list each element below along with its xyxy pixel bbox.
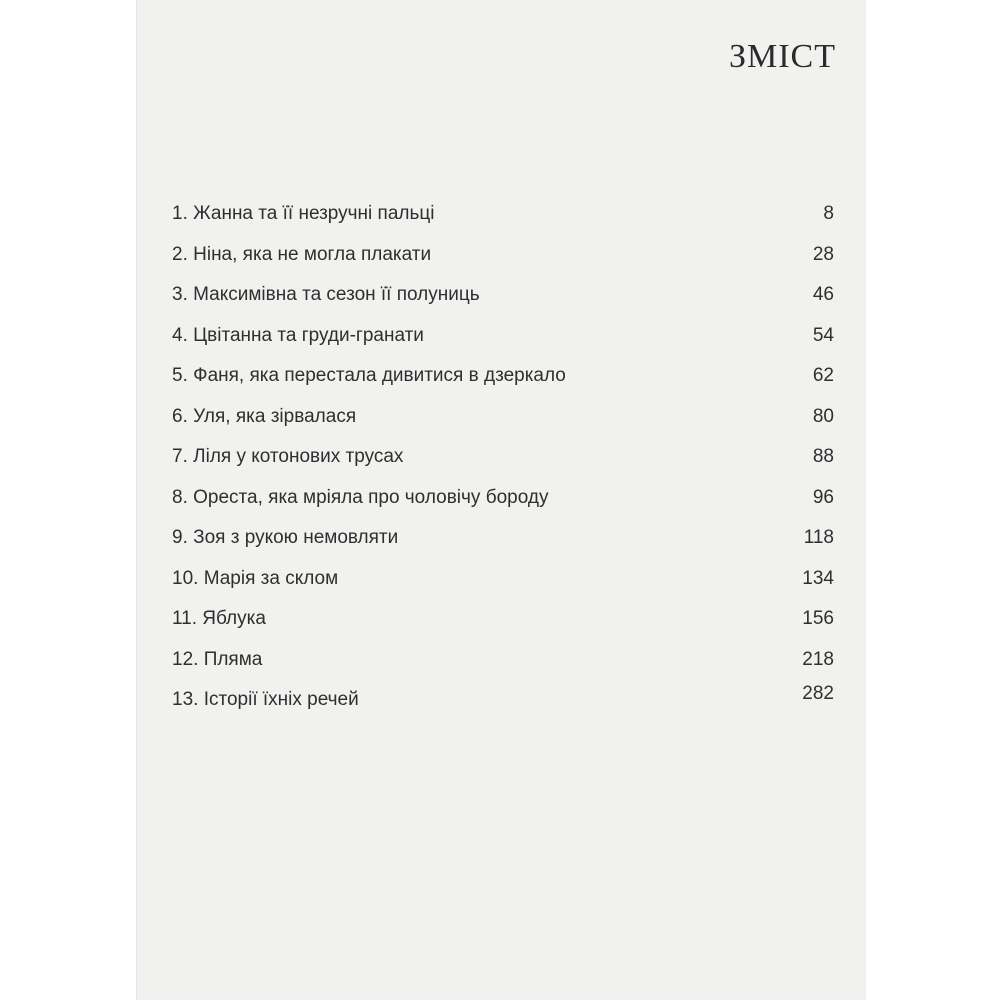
- toc-entry: [172, 446, 834, 487]
- toc-entry-page-number: 282: [802, 683, 834, 704]
- toc-entry-label: 6. Уля, яка зірвалася: [172, 405, 357, 427]
- toc-entry-label: 10. Марія за склом: [172, 567, 339, 589]
- table-of-contents: [172, 203, 834, 730]
- toc-entry: [172, 568, 834, 609]
- toc-entry: [172, 365, 834, 406]
- toc-entry: [172, 487, 834, 528]
- toc-entry-label: 2. Ніна, яка не могла плакати: [172, 243, 432, 265]
- toc-entry-label: 1. Жанна та її незручні пальці: [172, 203, 435, 224]
- toc-entry: [172, 649, 834, 690]
- toc-entry-page-number: 134: [802, 567, 834, 589]
- toc-entry-page-number: 8: [823, 203, 834, 224]
- toc-entry-page-number: 156: [802, 608, 834, 629]
- toc-entry-label: 7. Ліля у котонових трусах: [172, 446, 404, 467]
- page-title: ЗМІСТ: [728, 38, 836, 75]
- toc-entry-page-number: 54: [812, 324, 834, 346]
- toc-entry-page-number: 80: [812, 405, 834, 427]
- toc-entry-label: 13. Історії їхніх речей: [172, 689, 359, 710]
- toc-entry-page-number: 62: [812, 365, 834, 386]
- toc-entry-label: 4. Цвітанна та груди-гранати: [172, 324, 424, 346]
- toc-entry-label: 5. Фаня, яка перестала дивитися в дзеркало: [172, 365, 566, 386]
- toc-entry-page-number: 46: [812, 284, 834, 305]
- toc-entry: [172, 608, 834, 649]
- toc-entry-label: 11. Яблука: [172, 608, 266, 629]
- toc-entry-label: 8. Ореста, яка мріяла про чоловічу бороду: [172, 486, 549, 508]
- toc-entry-page-number: 118: [803, 527, 834, 548]
- toc-entry: [172, 683, 834, 730]
- toc-entry: [172, 203, 834, 244]
- toc-entry-page-number: 88: [812, 446, 834, 467]
- toc-entry: [172, 244, 834, 285]
- toc-entry: [172, 527, 834, 568]
- toc-entry-page-number: 28: [812, 243, 834, 265]
- toc-entry: [172, 325, 834, 366]
- book-page: [136, 0, 866, 1000]
- toc-entry-label: 3. Максимівна та сезон її полуниць: [172, 284, 480, 305]
- toc-entry: [172, 284, 834, 325]
- toc-entry-label: 12. Пляма: [172, 648, 263, 670]
- toc-entry-label: 9. Зоя з рукою немовляти: [172, 527, 399, 548]
- toc-entry: [172, 406, 834, 447]
- toc-entry-page-number: 218: [802, 648, 834, 670]
- toc-entry-page-number: 96: [812, 486, 834, 508]
